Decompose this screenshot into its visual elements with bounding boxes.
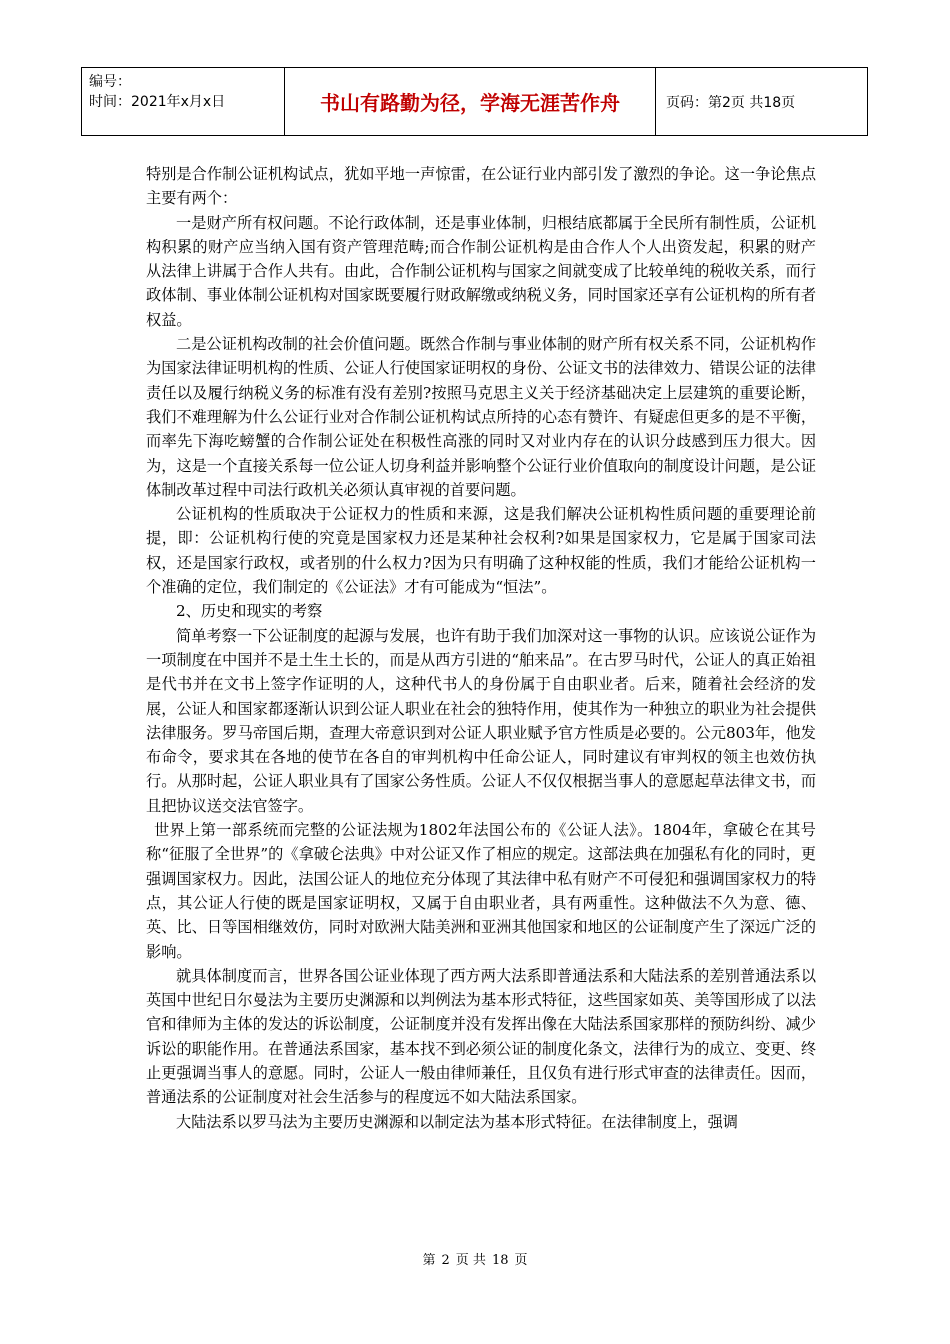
header-table xyxy=(81,67,868,136)
section-heading: 2、历史和现实的考察 xyxy=(176,602,323,621)
document-number-label: 编号： xyxy=(89,74,131,90)
page-footer xyxy=(0,1249,950,1268)
paragraph: 公证机构的性质取决于公证权力的性质和来源，这是我们解决公证机构性质问题的重要理论前提，即：公证机构行使的究竟是国家权力还是某种社会权利?如果是国家权力，它是属于国家司法权，还是国家行政权，或者别的什么权力?因为只有明确了这种权能的性质，我们才能给公证机构一个准确的定位，我们制定的《公证法》才有可能成为“恒法”。 xyxy=(146,505,816,597)
header-motto: 书山有路勤为径，学海无涯苦作舟 xyxy=(285,68,656,135)
paragraph: 就具体制度而言，世界各国公证业体现了西方两大法系即普通法系和大陆法系的差别普通法系以英国中世纪日尔曼法为主要历史渊源和以判例法为基本形式特征，这些国家如英、美等国形成了以法官和律师为主体的发达的诉讼制度，公证制度并没有发挥出像在大陆法系国家那样的预防纠纷、减少诉讼的职能作用。在普通法系国家，基本找不到必须公证的制度化条文，法律行为的成立、变更、终止更强调当事人的意愿。同时，公证人一般由律师兼任，且仅负有进行形式审查的法律责任。因而，普通法系的公证制度对社会生活参与的程度远不如大陆法系国家。 xyxy=(146,966,816,1107)
paragraph: 世界上第一部系统而完整的公证法规为1802年法国公布的《公证人法》。1804年，拿破仑在其号称“征服了全世界”的《拿破仑法典》中对公证又作了相应的规定。这部法典在加强私有化的同时，更强调国家权力。因此，法国公证人的地位充分体现了其法律中私有财产不可侵犯和强调国家权力的特点，其公证人行使的既是国家证明权，又属于自由职业者，具有两重性。这种做法不久为意、德、英、比、日等国相继效仿，同时对欧洲大陆美洲和亚洲其他国家和地区的公证制度产生了深远广泛的影响。 xyxy=(146,821,816,961)
paragraph: 特别是合作制公证机构试点，犹如平地一声惊雷，在公证行业内部引发了激烈的争论。这一争论焦点主要有两个： xyxy=(146,165,816,208)
paragraph: 大陆法系以罗马法为主要历史渊源和以制定法为基本形式特征。在法律制度上，强调 xyxy=(176,1112,738,1131)
paragraph: 一是财产所有权问题。不论行政体制，还是事业体制，归根结底都属于全民所有制性质，公证机构积累的财产应当纳入国有资产管理范畴;而合作制公证机构是由合作人个人出资发起，积累的财产从法律上讲属于合作人共有。由此，合作制公证机构与国家之间就变成了比较单纯的税收关系，而行政体制、事业体制公证机构对国家既要履行财政解缴或纳税义务，同时国家还享有公证机构的所有者权益。 xyxy=(146,213,816,329)
document-body xyxy=(146,162,816,1134)
footer-prefix: 第 xyxy=(422,1253,436,1268)
footer-suffix: 页 xyxy=(514,1253,528,1268)
paragraph: 简单考察一下公证制度的起源与发展，也许有助于我们加深对这一事物的认识。应该说公证作为一项制度在中国并不是土生土长的，而是从西方引进的“舶来品”。在古罗马时代，公证人的真正始祖是代书并在文书上签字作证明的人，这种代书人的身份属于自由职业者。后来，随着社会经济的发展，公证人和国家都逐渐认识到公证人职业在社会的独特作用，使其作为一种独立的职业为社会提供法律服务。罗马帝国后期，查理大帝意识到对公证人职业赋予官方性质是必要的。公元803年，他发布命令，要求其在各地的使节在各自的审判机构中任命公证人，同时建议有审判权的领主也效仿执行。从那时起，公证人职业具有了国家公务性质。公证人不仅仅根据当事人的意愿起草法律文书，而且把协议送交法官签字。 xyxy=(146,626,816,815)
paragraph: 二是公证机构改制的社会价值问题。既然合作制与事业体制的财产所有权关系不同，公证机构作为国家法律证明机构的性质、公证人行使国家证明权的身份、公证文书的法律效力、错误公证的法律责任以及履行纳税义务的标准有没有差别?按照马克思主义关于经济基础决定上层建筑的重要论断，我们不难理解为什么公证行业对合作制公证机构试点所持的心态有赞许、有疑虑但更多的是不平衡，而率先下海吃螃蟹的合作制公证处在积极性高涨的同时又对业内存在的认识分歧感到压力很大。因为，这是一个直接关系每一位公证人切身利益并影响整个公证行业价值取向的制度设计问题，是公证体制改革过程中司法行政机关必须认真审视的首要问题。 xyxy=(146,335,816,499)
footer-middle: 页 共 xyxy=(455,1253,486,1268)
footer-page-number: 2 xyxy=(441,1253,450,1268)
header-info-cell xyxy=(82,68,285,135)
header-page-label: 页码：第2页 共18页 xyxy=(666,94,796,111)
document-time-label: 时间：2021年x月x日 xyxy=(89,94,226,110)
footer-total-pages: 18 xyxy=(491,1253,509,1268)
